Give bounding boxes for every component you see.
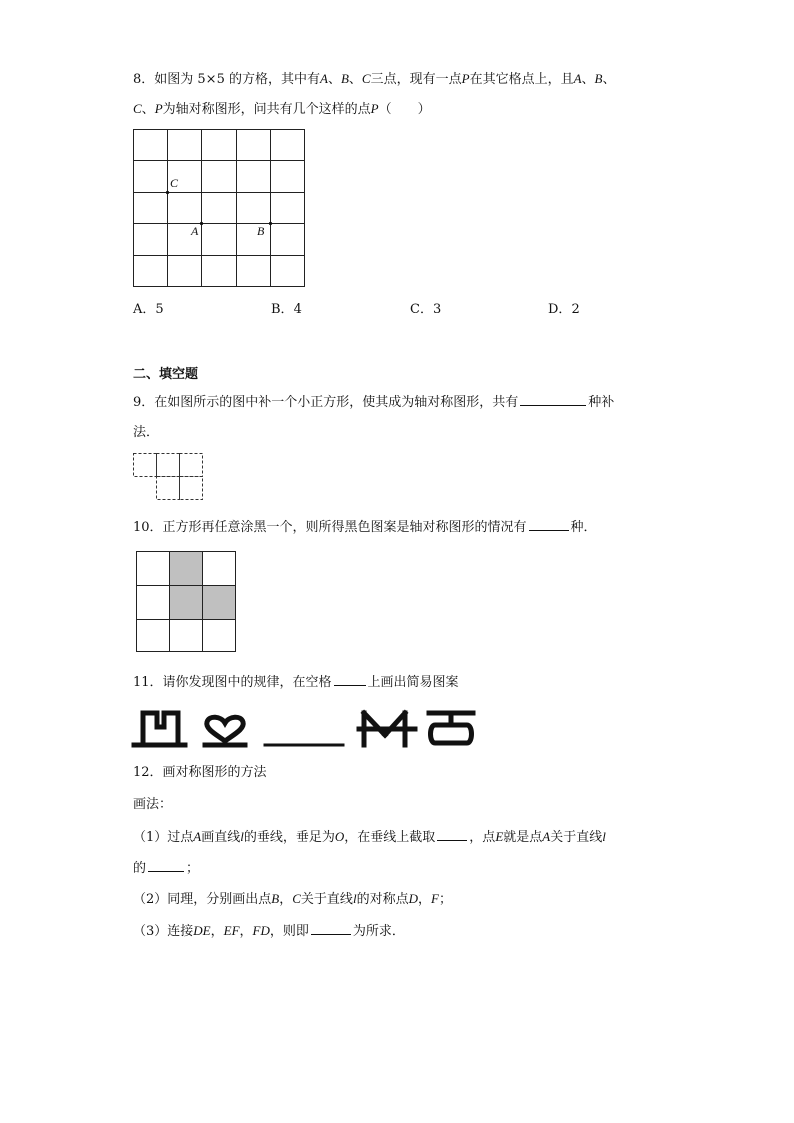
section-title: 二、填空题 [133,367,199,382]
pattern-shape-5 [429,713,473,743]
q12-title: 12．画对称图形的方法 [133,765,267,780]
q11-pattern-figure [133,707,478,752]
option-a[interactable]: A．5 [133,302,164,317]
q12-step1-cont: 的 ； [133,858,199,878]
q10-grid-figure [136,551,236,652]
q9-answer-blank[interactable] [520,392,586,406]
shaded-cell [169,551,202,585]
q10-answer-blank[interactable] [529,517,569,531]
point-b [269,222,272,225]
q12-blank-2[interactable] [148,858,184,872]
point-a [200,222,203,225]
q8-grid-figure [133,129,305,287]
option-c[interactable]: C．3 [410,302,442,317]
option-d[interactable]: D．2 [548,302,580,317]
q9-line1: 9．在如图所示的图中补一个小正方形，使其成为轴对称图形，共有 种补 [133,392,614,412]
q11-line: 11．请你发现图中的规律，在空格 上画出简易图案 [133,672,459,692]
q12-step3: （3）连接DE，EF，FD，则即 为所求． [133,923,405,939]
point-c [166,191,169,194]
label-a: A [191,224,199,238]
q12-blank-1[interactable] [437,827,467,841]
label-b: B [257,224,265,238]
q8-line1: 8．如图为 5×5 的方格，其中有A、B、C三点，现有一点P在其它格点上，且A、B、 [133,71,616,87]
label-c: C [170,176,179,190]
pattern-shape-1 [134,713,185,745]
shaded-cell [169,585,202,619]
q12-label: 画法： [133,797,173,812]
q12-step2: （2）同理，分别画出点B，C关于直线l的对称点D，F； [133,891,452,907]
option-b[interactable]: B．4 [271,302,302,317]
shaded-cell [202,585,236,619]
q9-dashed-figure [133,453,205,501]
q9-line2: 法． [133,425,160,440]
pattern-shape-2 [205,717,245,745]
pattern-shape-4 [359,713,415,745]
q12-blank-3[interactable] [311,921,351,935]
q8-line2: C、P为轴对称图形，问共有几个这样的点P（ ） [133,101,431,117]
q12-step1: （1）过点A画直线l的垂线，垂足为O，在垂线上截取 ，点E就是点A关于直线l [133,829,606,845]
q11-answer-blank[interactable] [334,672,366,686]
q10-line: 10．正方形再任意涂黑一个，则所得黑色图案是轴对称图形的情况有 种． [133,517,597,537]
